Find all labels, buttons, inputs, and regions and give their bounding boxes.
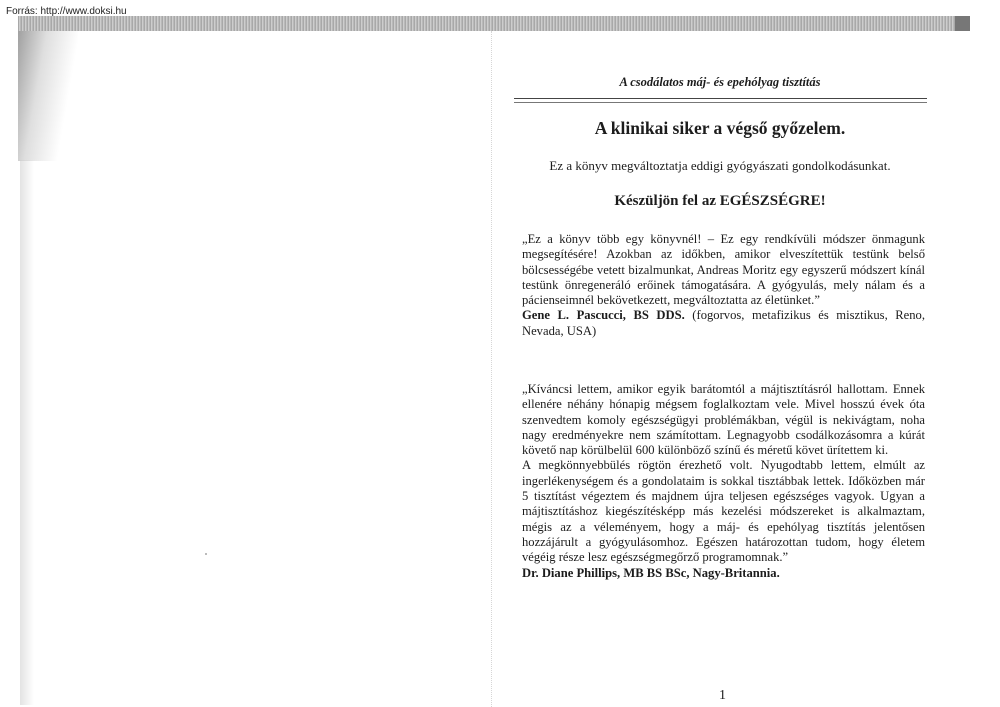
testimonial-signature	[522, 566, 925, 581]
header-rule	[514, 98, 927, 99]
scan-speck	[205, 553, 207, 555]
source-label[interactable]: Forrás: http://www.doksi.hu	[6, 6, 127, 17]
testimonial-2	[522, 382, 925, 581]
subtitle: Készüljön fel az EGÉSZSÉGRE!	[614, 193, 826, 209]
scan-band-end	[955, 16, 970, 31]
testimonial-signature	[522, 308, 925, 339]
page-spine	[491, 31, 492, 707]
intro-text: Ez a könyv megváltoztatja eddigi gyógyászati gondolkodásunkat.	[549, 158, 891, 173]
scan-left-edge-shadow	[20, 160, 34, 705]
testimonial-paragraph: A megkönnyebbülés rögtön érezhető volt. Nyugodtabb lettem, elmúlt az ingerlékenységem és a gondolataim is sokkal tisztábbak lettek. Időközben már 5 tisztítást végeztem és majdnem újra teljesen egészséges vagyok. Ugyan a májtisztításhoz kiegészítésképp más kezelési módszereket is alkalmaztam, mégis az a véleményem, hogy a máj- és epehólyag tisztítás jelentősen hozzájárult a gyógyulásomhoz. Egészen határozottan tudom, hogy életem végéig része lesz egészségmegőrző programomnak.”	[522, 458, 925, 565]
scan-corner-shadow	[18, 31, 78, 161]
testimonial-author: Gene L. Pascucci, BS DDS.	[522, 308, 685, 323]
testimonial-paragraph: „Kíváncsi lettem, amikor egyik barátomtól a májtisztításról hallottam. Ennek ellenére néhány hónapig mégsem foglalkoztam vele. Mivel hosszú évek óta szenvedtem komoly egészségügyi problémákban, végül is nekivágtam, noha nagy eredményekre nem számítottam. Legnagyobb csodálkozásomra a kúrát követő nap körülbelül 600 különböző színű és méretű követ ürítettem ki.	[522, 382, 925, 458]
page-number: 1	[719, 688, 726, 703]
testimonial-author-note: (fogorvos, metafizikus és misztikus, Reno, Nevada, USA)	[522, 308, 925, 338]
testimonial-paragraph: „Ez a könyv több egy könyvnél! – Ez egy rendkívüli módszer önmagunk megsegítésére! Azokban az időkben, amikor elveszítettük testünk belső bölcsességébe vetett bizalmunkat, Andreas Moritz egy egyszerű módszert kínál testünk önregeneráló erőinek támogatására. A gyógyulás, mely nálam és a pácienseimnél bekövetkezett, megváltoztatta az életünket.”	[522, 232, 925, 308]
page-title: A klinikai siker a végső győzelem.	[594, 118, 846, 138]
testimonial-1	[522, 232, 925, 339]
header-rule-secondary	[514, 102, 927, 103]
running-head: A csodálatos máj- és epehólyag tisztítás	[619, 75, 821, 89]
scan-top-band	[18, 16, 970, 31]
testimonial-author: Dr. Diane Phillips, MB BS BSc, Nagy-Britannia.	[522, 565, 780, 580]
